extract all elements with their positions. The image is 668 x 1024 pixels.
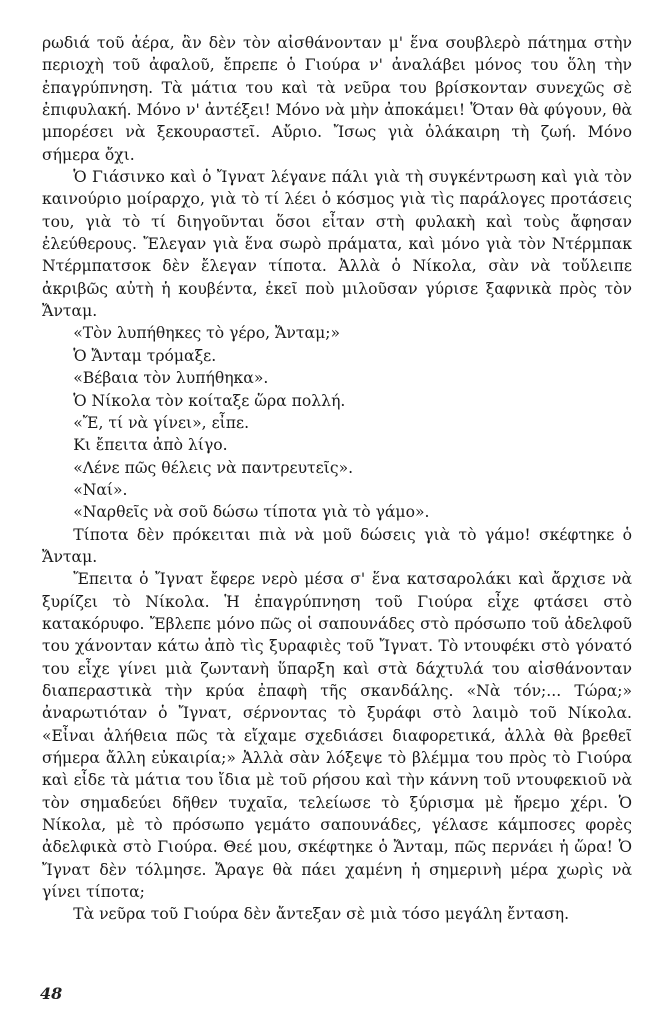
- dialogue-line: «Ἔ, τί νὰ γίνει», εἶπε.: [73, 413, 250, 432]
- page-number: 48: [40, 984, 63, 1003]
- dialogue-line: «Ναί».: [73, 480, 128, 499]
- paragraph: Ὁ Γιάσινκο καὶ ὁ Ἴγνατ λέγανε πάλι γιὰ τὴ συγκέντρωση καὶ γιὰ τὸν καινούριο μοίραρχο, γιὰ τὸ τί λέει ὁ κόσμος γιὰ τὶς παράλογες προτάσεις του, γιὰ τὸ τί διηγοῦνται ὅσοι εἶταν στὴ φυλακὴ καὶ τοὺς ἄφησαν ἐλεύθερους. Ἔλεγαν γιὰ ἕνα σωρὸ πράματα, καὶ μόνο γιὰ τὸν Ντέρμπακ Ντέρμπατσοκ δὲν ἔλεγαν τίποτα. Ἀλλὰ ὁ Νίκολα, σὰν νὰ τοὔλειπε ἀκριβῶς αὐτὴ ἡ κουβέντα, ἐκεῖ ποὺ μιλοῦσαν γύρισε ξαφνικὰ πρὸς τὸν Ἄνταμ.: [42, 168, 632, 321]
- paragraph: Ἔπειτα ὁ Ἴγνατ ἔφερε νερὸ μέσα σ' ἕνα κατσαρολάκι καὶ ἄρχισε νὰ ξυρίζει τὸ Νίκολα. Ἡ ἐπαγρύπνηση τοῦ Γιούρα εἶχε φτάσει στὸ κατακόρυφο. Ἔβλεπε μόνο πῶς οἱ σαπουνάδες στὸ πρόσωπο τοῦ ἀδελφοῦ του χάνονταν κάτω ἀπὸ τὶς ξυραφιὲς τοῦ Ἴγνατ. Τὸ ντουφέκι στὸ γόνατό του εἶχε γίνει μιὰ ζωντανὴ ὕπαρξη καὶ στὰ δάχτυλά του αἰσθάνονταν διαπεραστικὰ τὴν κρύα ἐπαφὴ τῆς σκανδάλης. «Νὰ τόν;... Τώρα;» ἀναρωτιόταν ὁ Ἴγνατ, σέρνοντας τὸ ξυράφι στὸ λαιμὸ τοῦ Νίκολα. «Εἶναι ἀλήθεια πῶς τὰ εἴχαμε σχεδιάσει διαφορετικά, ἀλλὰ θὰ βρεθεῖ σήμερα ἄλλη εὐκαιρία;» Ἀλλὰ σὰν λόξεψε τὸ βλέμμα του πρὸς τὸ Γιούρα καὶ εἶδε τὰ μάτια του ἴδια μὲ τοῦ ρήσου καὶ τὴν κάννη τοῦ ντουφεκιοῦ νὰ τὸν σημαδεύει δῆθεν τυχαῖα, τελείωσε τὸ ξύρισμα μὲ ἤρεμο χέρι. Ὁ Νίκολα, μὲ τὸ πρόσωπο γεμάτο σαπουνάδες, γέλασε κάμποσες φορὲς ἀδελφικὰ στὸ Γιούρα. Θεέ μου, σκέφτηκε ὁ Ἄνταμ, πῶς περνάει ἡ ὥρα! Ὁ Ἴγνατ δὲν τόλμησε. Ἄραγε θὰ πάει χαμένη ἡ σημερινὴ μέρα χωρὶς νὰ γίνει τίποτα;: [42, 570, 632, 902]
- paragraph: Τίποτα δὲν πρόκειται πιὰ νὰ μοῦ δώσεις γιὰ τὸ γάμο! σκέφτηκε ὁ Ἄνταμ.: [42, 525, 632, 566]
- dialogue-line: Κι ἔπειτα ἀπὸ λίγο.: [73, 436, 228, 455]
- paragraph: ρωδιά τοῦ ἀέρα, ἂν δὲν τὸν αἰσθάνονταν μ' ἕνα σουβλερὸ πάτημα στὴν περιοχὴ τοῦ ἀφαλοῦ, ἔπρεπε ὁ Γιούρα ν' ἀναλάβει μόνος του ὅλη τὴν ἐπαγρύπνηση. Τὰ μάτια του καὶ τὰ νεῦρα του βρίσκονταν συνεχῶς σὲ ἐπιφυλακή. Μόνο ν' ἀντέξει! Μόνο νὰ μὴν ἀποκάμει! Ὅταν θὰ φύγουν, θὰ μπορέσει νὰ ξεκουραστεῖ. Αὔριο. Ἴσως γιὰ ὁλάκαιρη τὴ ζωή. Μόνο σήμερα ὄχι.: [42, 34, 632, 164]
- body-text: [42, 32, 632, 926]
- paragraph: Τὰ νεῦρα τοῦ Γιούρα δὲν ἄντεξαν σὲ μιὰ τόσο μεγάλη ἔνταση.: [73, 905, 570, 924]
- dialogue-line: «Βέβαια τὸν λυπήθηκα».: [73, 369, 269, 388]
- dialogue-line: Ὁ Νίκολα τὸν κοίταξε ὥρα πολλή.: [73, 391, 346, 410]
- dialogue-line: «Λένε πῶς θέλεις νὰ παντρευτεῖς».: [73, 458, 354, 477]
- dialogue-line: «Τὸν λυπήθηκες τὸ γέρο, Ἄνταμ;»: [73, 324, 341, 343]
- dialogue-line: «Ναρθεῖς νὰ σοῦ δώσω τίποτα γιὰ τὸ γάμο».: [73, 503, 430, 522]
- dialogue-line: Ὁ Ἄνταμ τρόμαξε.: [73, 346, 217, 365]
